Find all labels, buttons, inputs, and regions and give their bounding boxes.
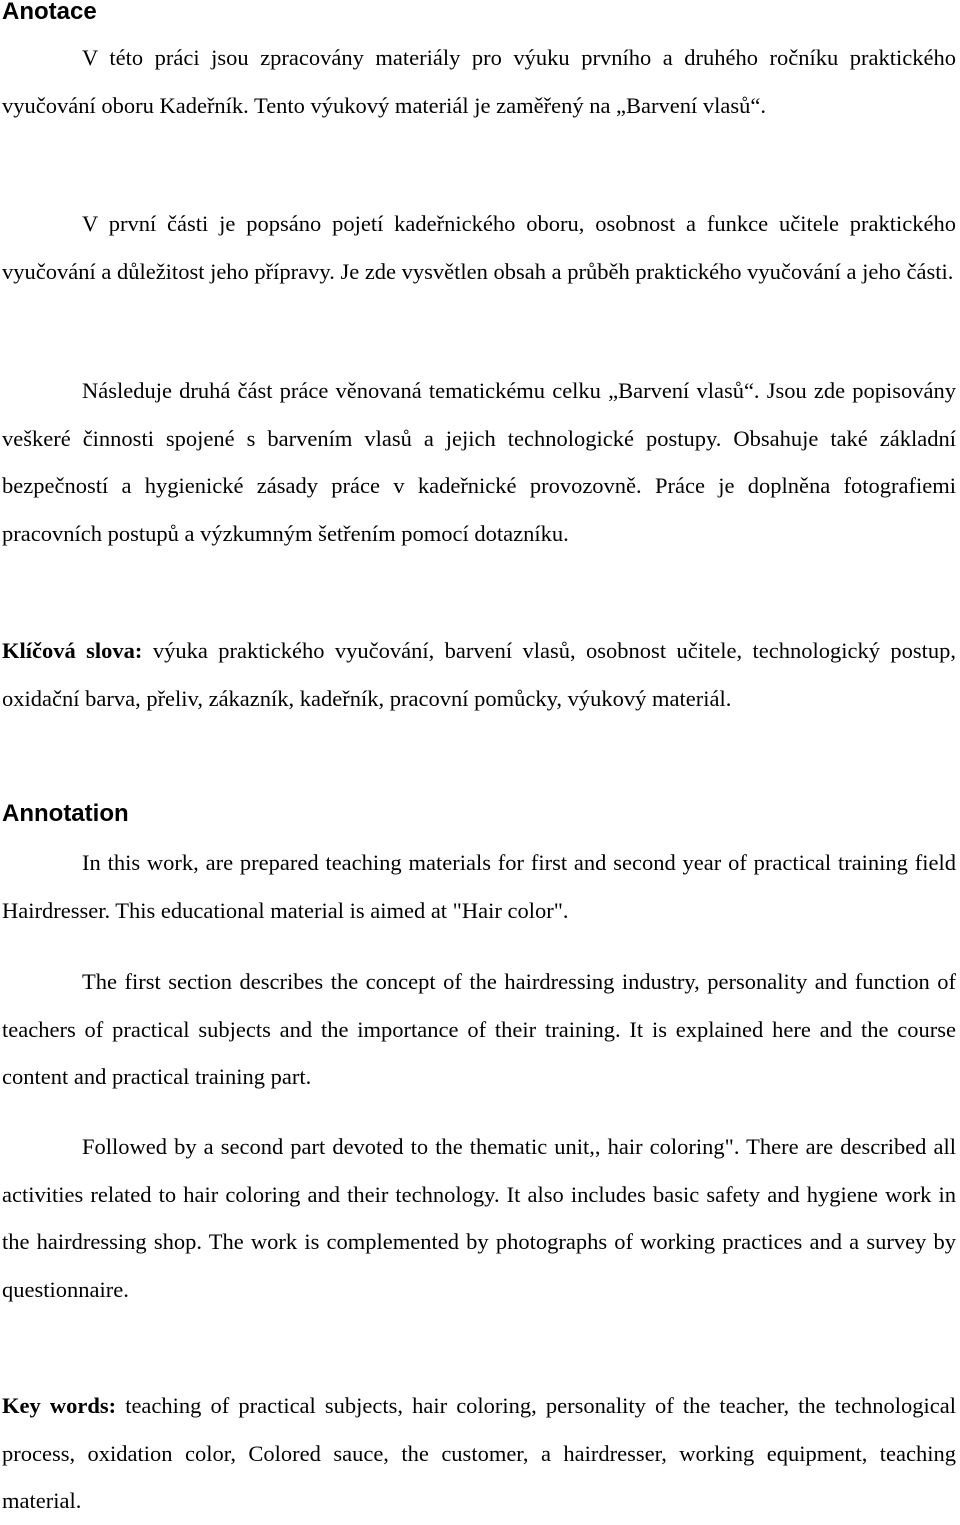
annotation-paragraph-1: In this work, are prepared teaching materials for first and second year of practical training field Hairdresser. This educational material is aimed at "Hair color". <box>2 850 956 923</box>
czech-keywords <box>2 627 956 722</box>
anotace-paragraph-1: V této práci jsou zpracovány materiály pro výuku prvního a druhého ročníku praktického vyučování oboru Kadeřník. Tento výukový materiál je zaměřený na „Barvení vlasů“. <box>2 45 956 118</box>
czech-keywords-label: Klíčová slova: <box>2 638 143 663</box>
heading-annotation: Annotation <box>2 800 129 827</box>
annotation-paragraph-2: The first section describes the concept of the hairdressing industry, personality and function of teachers of practical subjects and the importance of their training. It is explained here and the course content and practical training part. <box>2 969 956 1089</box>
anotace-paragraph-2: V první části je popsáno pojetí kadeřnického oboru, osobnost a funkce učitele praktického vyučování a důležitost jeho přípravy. Je zde vysvětlen obsah a průběh praktického vyučování a jeho části. <box>2 211 956 284</box>
english-keywords <box>2 1382 956 1525</box>
english-keywords-label: Key words: <box>2 1393 117 1418</box>
english-keywords-text: teaching of practical subjects, hair coloring, personality of the teacher, the technological process, oxidation color, Colored sauce, the customer, a hairdresser, working equipment, teaching material. <box>2 1393 956 1513</box>
annotation-paragraph-3: Followed by a second part devoted to the thematic unit,, hair coloring". There are described all activities related to hair coloring and their technology. It also includes basic safety and hygiene work in the hairdressing shop. The work is complemented by photographs of working practices and a survey by questionnaire. <box>2 1134 956 1302</box>
czech-keywords-text: výuka praktického vyučování, barvení vlasů, osobnost učitele, technologický postup, oxidační barva, přeliv, zákazník, kadeřník, pracovní pomůcky, výukový materiál. <box>2 638 957 711</box>
heading-anotace: Anotace <box>2 0 97 25</box>
anotace-paragraph-3: Následuje druhá část práce věnovaná tematickému celku „Barvení vlasů“. Jsou zde popisovány veškeré činnosti spojené s barvením vlasů a jejich technologické postupy. Obsahuje také základní bezpečností a hygienické zásady práce v kadeřnické provozovně. Práce je doplněna fotografiemi pracovních postupů a výzkumným šetřením pomocí dotazníku. <box>2 378 956 546</box>
